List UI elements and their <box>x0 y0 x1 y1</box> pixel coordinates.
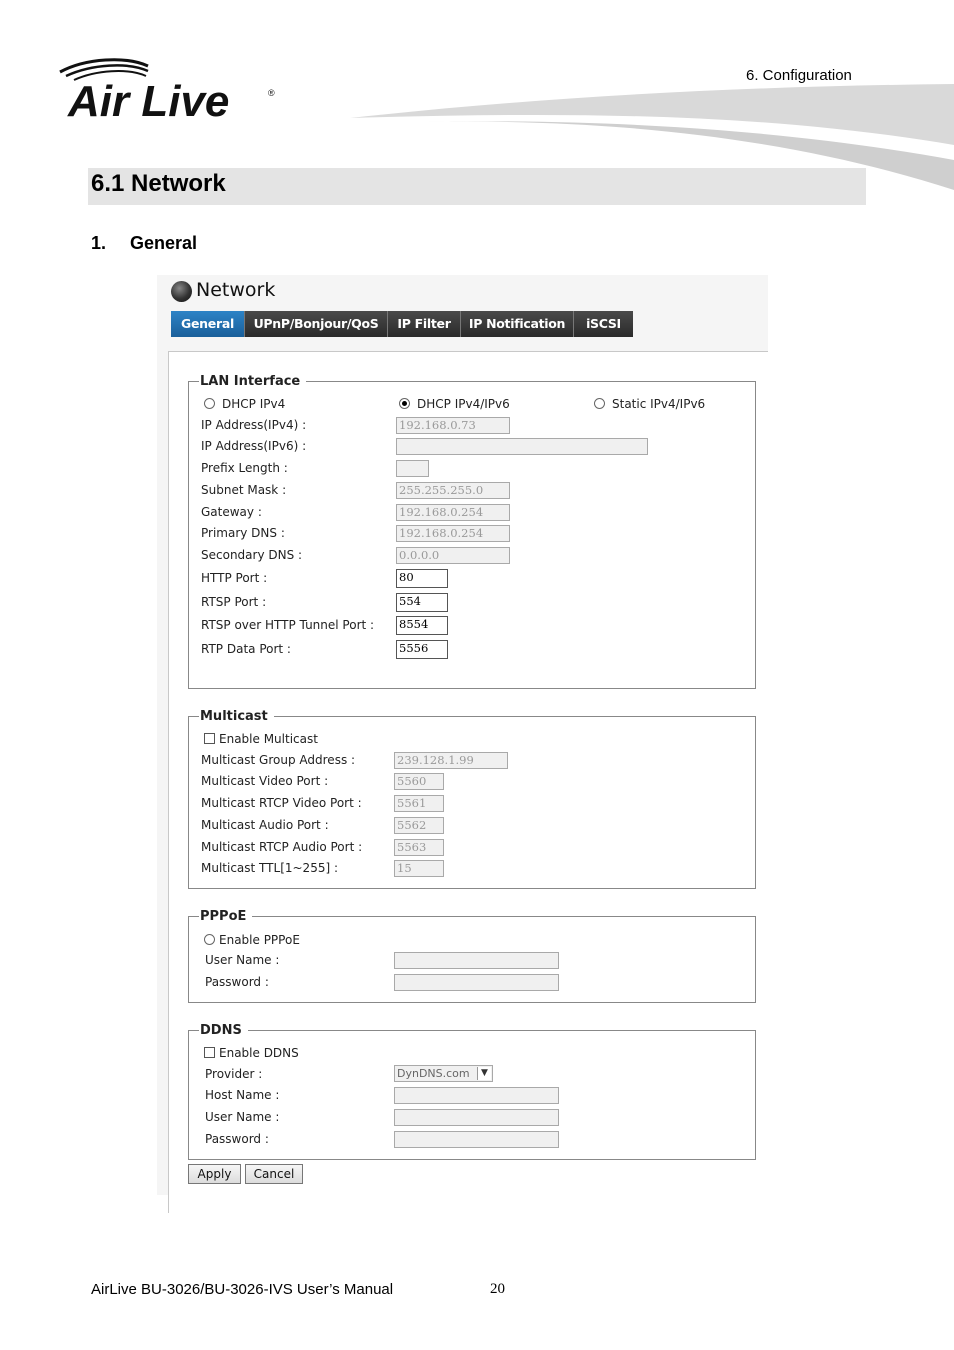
multicast-video-port-label: Multicast Video Port : <box>201 774 329 788</box>
section-title: 6.1 Network <box>91 170 226 197</box>
svg-text:Air Live: Air Live <box>68 77 230 126</box>
dhcp-ipv4-ipv6-radio[interactable] <box>399 398 410 409</box>
subsection-title: General <box>130 233 198 253</box>
ddns-provider-value: DynDNS.com <box>397 1067 470 1080</box>
http-port-input[interactable]: 80 <box>396 569 448 588</box>
dhcp-ipv4-ipv6-label: DHCP IPv4/IPv6 <box>417 397 510 411</box>
ddns-username-input[interactable] <box>394 1109 559 1126</box>
ipv4-address-label: IP Address(IPv4) : <box>201 418 307 432</box>
subnet-mask-input[interactable]: 255.255.255.0 <box>396 482 510 499</box>
multicast-group-address-label: Multicast Group Address : <box>201 753 356 767</box>
ddns-hostname-label: Host Name : <box>205 1088 280 1102</box>
apply-button[interactable]: Apply <box>188 1164 241 1184</box>
prefix-length-input[interactable] <box>396 460 429 477</box>
svg-text:®: ® <box>268 88 275 98</box>
footer-manual-title: AirLive BU-3026/BU-3026-IVS User’s Manual <box>91 1281 394 1298</box>
cancel-button[interactable]: Cancel <box>245 1164 303 1184</box>
page-number: 20 <box>490 1281 505 1297</box>
rtsp-port-label: RTSP Port : <box>201 595 267 609</box>
dhcp-ipv4-radio[interactable] <box>204 398 215 409</box>
ddns-provider-label: Provider : <box>205 1067 263 1081</box>
ipv6-address-input[interactable] <box>396 438 648 455</box>
secondary-dns-label: Secondary DNS : <box>201 548 303 562</box>
rtp-data-port-input[interactable]: 5556 <box>396 640 448 659</box>
dhcp-ipv4-label: DHCP IPv4 <box>222 397 286 411</box>
tab-ip-filter[interactable]: IP Filter <box>388 311 461 337</box>
enable-ddns-checkbox[interactable] <box>204 1047 215 1058</box>
divider <box>168 351 169 1213</box>
pppoe-username-input[interactable] <box>394 952 559 969</box>
prefix-length-label: Prefix Length : <box>201 461 288 475</box>
airlive-logo <box>56 58 286 128</box>
primary-dns-input[interactable]: 192.168.0.254 <box>396 525 510 542</box>
subsection-number: 1. <box>91 233 107 253</box>
multicast-video-port-input[interactable]: 5560 <box>394 773 444 790</box>
tab-ip-notification[interactable]: IP Notification <box>461 311 574 337</box>
ddns-provider-select[interactable] <box>394 1065 493 1082</box>
chevron-down-icon[interactable]: ▼ <box>477 1067 491 1080</box>
rtsp-http-tunnel-port-label: RTSP over HTTP Tunnel Port : <box>201 618 375 632</box>
lan-interface-legend: LAN Interface <box>199 374 306 389</box>
multicast-rtcp-audio-port-input[interactable]: 5563 <box>394 839 444 856</box>
subnet-mask-label: Subnet Mask : <box>201 483 287 497</box>
pppoe-password-input[interactable] <box>394 974 559 991</box>
secondary-dns-input[interactable]: 0.0.0.0 <box>396 547 510 564</box>
divider <box>168 351 768 352</box>
multicast-rtcp-audio-port-label: Multicast RTCP Audio Port : <box>201 840 363 854</box>
ddns-legend: DDNS <box>199 1023 248 1038</box>
multicast-legend: Multicast <box>199 709 274 724</box>
multicast-rtcp-video-port-input[interactable]: 5561 <box>394 795 444 812</box>
multicast-group-address-input[interactable]: 239.128.1.99 <box>394 752 508 769</box>
static-ipv4-ipv6-radio[interactable] <box>594 398 605 409</box>
ddns-hostname-input[interactable] <box>394 1087 559 1104</box>
pppoe-password-label: Password : <box>205 975 269 989</box>
ddns-username-label: User Name : <box>205 1110 280 1124</box>
gateway-label: Gateway : <box>201 505 262 519</box>
pppoe-legend: PPPoE <box>199 909 252 924</box>
ipv4-address-input[interactable]: 192.168.0.73 <box>396 417 510 434</box>
enable-multicast-checkbox[interactable] <box>204 733 215 744</box>
multicast-ttl-input[interactable]: 15 <box>394 860 444 877</box>
page-title: Network <box>196 279 276 301</box>
rtp-data-port-label: RTP Data Port : <box>201 642 291 656</box>
tab-bar <box>171 311 633 337</box>
multicast-audio-port-input[interactable]: 5562 <box>394 817 444 834</box>
ddns-password-label: Password : <box>205 1132 269 1146</box>
enable-pppoe-radio[interactable] <box>204 934 215 945</box>
rtsp-port-input[interactable]: 554 <box>396 593 448 612</box>
primary-dns-label: Primary DNS : <box>201 526 285 540</box>
http-port-label: HTTP Port : <box>201 571 268 585</box>
ddns-password-input[interactable] <box>394 1131 559 1148</box>
tab-upnp-bonjour-qos[interactable]: UPnP/Bonjour/QoS <box>245 311 388 337</box>
tab-general[interactable]: General <box>171 311 245 337</box>
network-icon <box>171 281 192 302</box>
multicast-audio-port-label: Multicast Audio Port : <box>201 818 329 832</box>
ipv6-address-label: IP Address(IPv6) : <box>201 439 307 453</box>
multicast-ttl-label: Multicast TTL[1~255] : <box>201 861 339 875</box>
enable-pppoe-label: Enable PPPoE <box>219 933 300 947</box>
tab-iscsi[interactable]: iSCSI <box>586 316 621 331</box>
chapter-label: 6. Configuration <box>746 67 852 84</box>
enable-multicast-label: Enable Multicast <box>219 732 318 746</box>
rtsp-http-tunnel-port-input[interactable]: 8554 <box>396 616 448 635</box>
enable-ddns-label: Enable DDNS <box>219 1046 299 1060</box>
gateway-input[interactable]: 192.168.0.254 <box>396 504 510 521</box>
multicast-rtcp-video-port-label: Multicast RTCP Video Port : <box>201 796 362 810</box>
pppoe-username-label: User Name : <box>205 953 280 967</box>
static-ipv4-ipv6-label: Static IPv4/IPv6 <box>612 397 706 411</box>
